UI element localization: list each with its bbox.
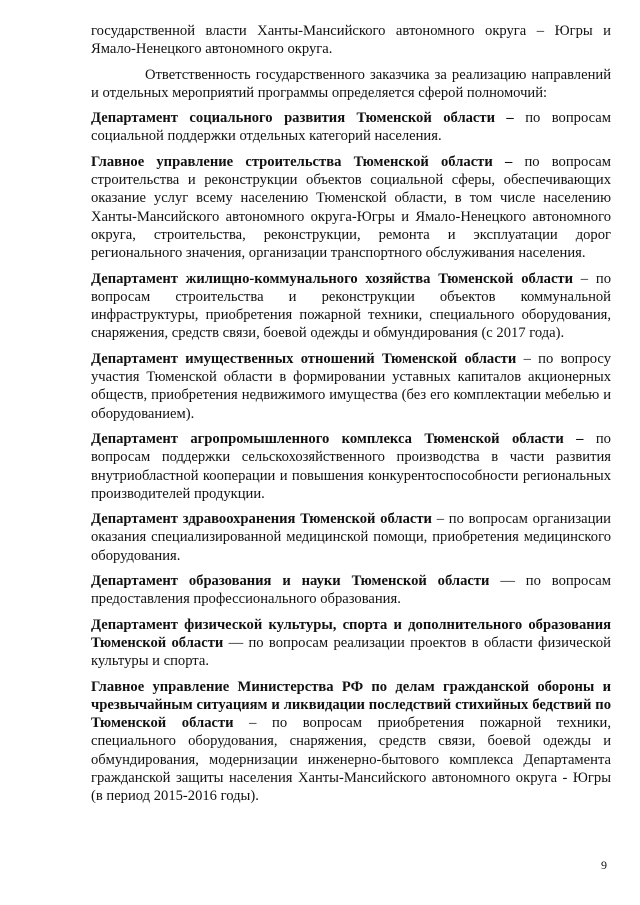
department-description: – по вопросам приобретения пожарной техники, специального оборудования, снаряжения, средств связи, боевой одежды и обмундирования, модернизации инженерно-бытового комплекса Департамента гражданской защиты населения Ханты-Мансийского автономного округа - Югры (в период 2015-2016 годы). [91,715,612,805]
department-name: Департамент жилищно-коммунального хозяйства Тюменской области [91,270,574,287]
department-description: по вопросам строительства и реконструкции объектов социальной сферы, обеспечивающих оказание услуг всему населению Тюменской области, в том числе населению Ханты-Мансийского автономного округа-Югры и Ямало-Ненецкого автономного округа, строительства, реконструкции, ремонта и эксплуатации дорог регионального значения, организации транспортного обслуживания населения. [91,153,611,262]
department-name: Департамент образования и науки Тюменской области [91,573,490,590]
entry-education-science [91,572,611,609]
department-description: – по вопросу участия Тюменской области в формировании уставных капиталов акционерных обществ, приобретения недвижимого имущества (без его комплектации мебелью и оборудованием). [91,350,612,422]
department-name: Департамент физической культуры, спорта и дополнительного образования Тюменской области [91,616,611,651]
department-description: — по вопросам реализации проектов в области физической культуры и спорта. [91,634,611,670]
department-name: Департамент социального развития Тюменской области – [91,110,514,127]
intro-continuation: государственной власти Ханты-Мансийского автономного округа – Югры и Ямало-Ненецкого автономного округа. [91,23,611,58]
entry-physical-culture [91,616,611,671]
entry-social-development [91,109,611,146]
document-page [91,22,611,806]
department-name: Департамент имущественных отношений Тюменской области [91,350,517,367]
entry-healthcare [91,510,611,565]
department-name: Департамент здравоохранения Тюменской области [91,511,432,528]
department-description: — по вопросам предоставления профессионального образования. [91,573,612,608]
entry-emergency-ministry [91,678,611,806]
entry-construction [91,153,611,263]
entry-agro-industrial [91,430,611,503]
department-description: по вопросам социальной поддержки отдельных категорий населения. [91,110,611,145]
department-description: – по вопросам строительства и реконструкции объектов коммунальной инфраструктуры, приобретения пожарной техники, специального оборудования, снаряжения, средств связи, боевой одежды и обмундирования (с 2017 года). [91,270,611,342]
department-name: Главное управление Министерства РФ по делам гражданской обороны и чрезвычайным ситуациям и ликвидации последствий стихийных бедствий по Тюменской области [91,678,611,732]
department-description: – по вопросам организации оказания специализированной медицинской помощи, приобретения медицинского оборудования. [91,511,611,564]
department-name: Главное управление строительства Тюменской области – [91,153,513,170]
entry-property-relations [91,350,611,423]
entry-housing-utilities [91,270,611,343]
department-description: по вопросам поддержки сельскохозяйственного производства в части развития внутриобластной кооперации и повышения конкурентоспособности региональных производителей продукции. [91,430,611,502]
department-name: Департамент агропромышленного комплекса Тюменской области – [91,430,584,447]
responsibility-statement: Ответственность государственного заказчика за реализацию направлений и отдельных мероприятий программы определяется сферой полномочий: [91,66,611,101]
page-number: 9 [601,858,607,872]
